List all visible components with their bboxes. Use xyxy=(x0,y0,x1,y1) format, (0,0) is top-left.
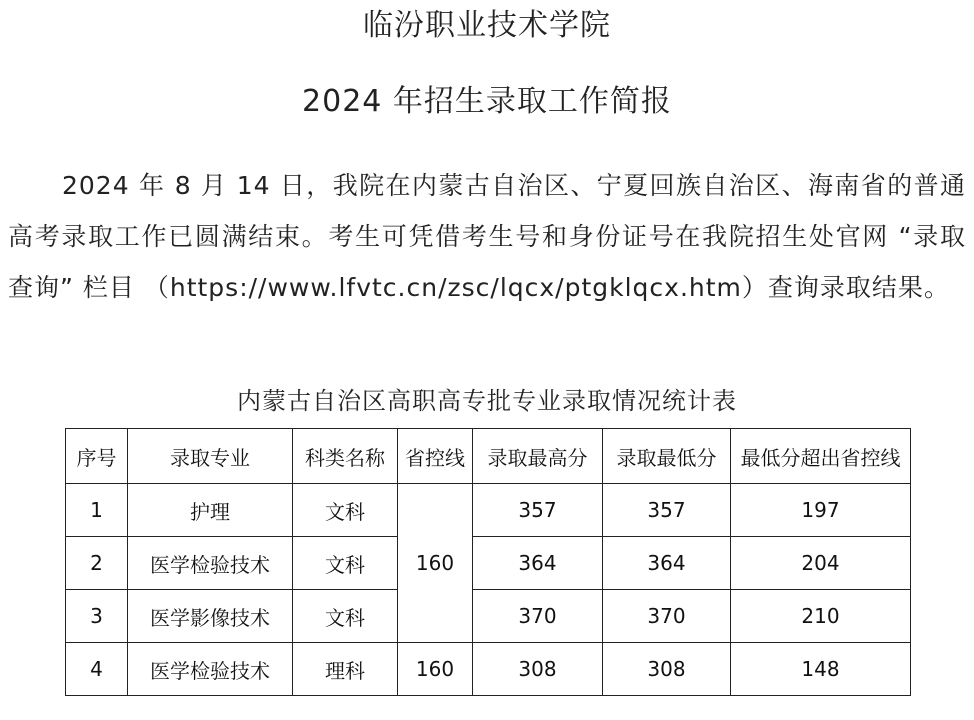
header-major: 录取专业 xyxy=(128,429,293,484)
cell-max-score: 357 xyxy=(473,484,603,537)
admission-table xyxy=(65,428,911,696)
cell-over-control: 210 xyxy=(731,590,911,643)
cell-over-control: 148 xyxy=(731,643,911,696)
page-subtitle: 2024 年招生录取工作简报 xyxy=(302,84,672,119)
cell-min-score: 364 xyxy=(603,537,731,590)
cell-max-score: 370 xyxy=(473,590,603,643)
cell-major: 医学影像技术 xyxy=(128,590,293,643)
cell-control-line-arts: 160 xyxy=(398,484,473,643)
table-caption: 内蒙古自治区高职高专批专业录取情况统计表 xyxy=(237,387,737,415)
page-title: 临汾职业技术学院 xyxy=(363,8,611,43)
cell-no: 1 xyxy=(66,484,128,537)
cell-no: 3 xyxy=(66,590,128,643)
cell-min-score: 370 xyxy=(603,590,731,643)
table-row xyxy=(66,643,911,696)
table-header-row xyxy=(66,429,911,484)
table-row xyxy=(66,590,911,643)
header-min-score: 录取最低分 xyxy=(603,429,731,484)
header-over-control: 最低分超出省控线 xyxy=(731,429,911,484)
header-max-score: 录取最高分 xyxy=(473,429,603,484)
table-row xyxy=(66,484,911,537)
cell-category: 文科 xyxy=(293,590,398,643)
cell-category: 文科 xyxy=(293,484,398,537)
cell-major: 医学检验技术 xyxy=(128,537,293,590)
cell-min-score: 357 xyxy=(603,484,731,537)
cell-min-score: 308 xyxy=(603,643,731,696)
cell-max-score: 364 xyxy=(473,537,603,590)
cell-no: 4 xyxy=(66,643,128,696)
cell-over-control: 204 xyxy=(731,537,911,590)
cell-major: 护理 xyxy=(128,484,293,537)
cell-category: 理科 xyxy=(293,643,398,696)
header-control-line: 省控线 xyxy=(398,429,473,484)
cell-control-line-science: 160 xyxy=(398,643,473,696)
table-row xyxy=(66,537,911,590)
cell-category: 文科 xyxy=(293,537,398,590)
body-paragraph: 2024 年 8 月 14 日，我院在内蒙古自治区、宁夏回族自治区、海南省的普通高考录取工作已圆满结束。考生可凭借考生号和身份证号在我院招生处官网 “录取查询” 栏目 （https://www.lfvtc.cn/zsc/lqcx/ptgklqcx.htm）查询录取结果。 xyxy=(8,171,966,302)
cell-max-score: 308 xyxy=(473,643,603,696)
cell-no: 2 xyxy=(66,537,128,590)
cell-major: 医学检验技术 xyxy=(128,643,293,696)
header-category: 科类名称 xyxy=(293,429,398,484)
header-no: 序号 xyxy=(66,429,128,484)
cell-over-control: 197 xyxy=(731,484,911,537)
